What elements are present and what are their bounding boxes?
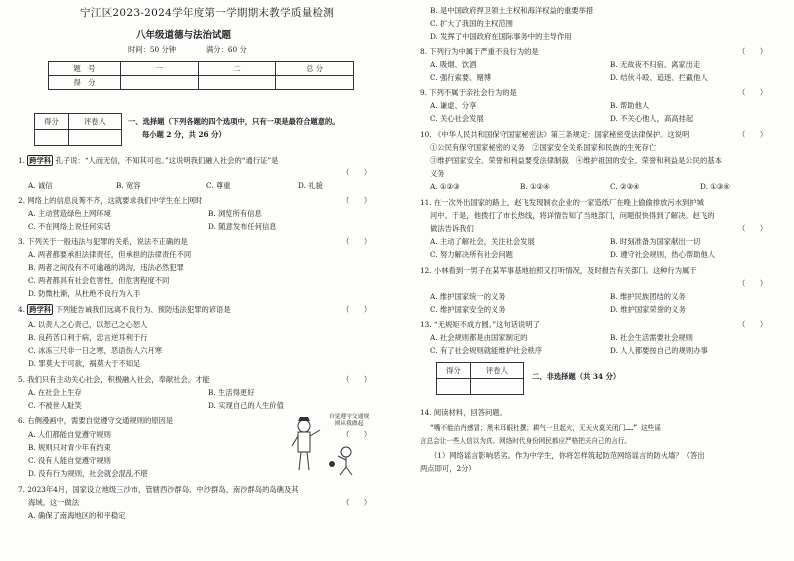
option-b[interactable]: B. ①②④: [520, 182, 550, 191]
option-d[interactable]: D. 结伙斗殴、追逐、拦截他人: [610, 73, 708, 82]
question-4: [18, 305, 231, 315]
option-c[interactable]: C. 不被世人耻笑: [28, 401, 82, 410]
score-cell[interactable]: [198, 76, 276, 90]
question-10-line-3: ③维护国家安全、荣誉和利益要受法律制裁 ④维护祖国的安全、荣誉和利益是公民的基本: [430, 156, 722, 165]
score-table-header: 一: [120, 62, 198, 76]
question-10-line-2: ①公民有保守国家秘密的义务 ②国家安全关系国家和民族的生死存亡: [430, 143, 657, 152]
question-14-part-1: （1）网络谣言影响恶劣。作为中学生，你将怎样筑起防范网络谣言的防火墙？（答出: [430, 451, 705, 460]
grader-name-label: 评卷人: [68, 114, 121, 130]
section-2-title: 二、非选择题（共 34 分）: [532, 372, 621, 381]
option-c[interactable]: C. 不在网络上说任何实话: [28, 222, 111, 231]
option-b[interactable]: B. 时刻准备为国家献出一切: [610, 237, 701, 246]
question-6: 6. 右侧漫画中，需要自觉遵守交通规则的原因是: [18, 416, 174, 425]
option-a[interactable]: A. 主动营造绿色上网环境: [28, 209, 111, 218]
option-d[interactable]: D. ①③④: [700, 182, 730, 191]
option-c[interactable]: C. 强行索要、赌博: [430, 73, 492, 82]
question-13: 13. “无规矩不成方圆。”这句话说明了: [420, 320, 540, 329]
question-11-line-1: 11. 在一次外出国家的路上，赵飞发现制衣企业的一家造纸厂在晚上偷偷排放污水到护城: [420, 198, 704, 207]
question-7-line-1: 7. 2023年4月，国家设立地级三沙市，管辖西沙群岛、中沙群岛、南沙群岛的岛礁及其: [18, 485, 299, 494]
exam-time: 时间：50 分钟: [128, 45, 177, 54]
score-cell[interactable]: [120, 76, 198, 90]
question-7-line-2: 海域。这一做法: [28, 498, 80, 507]
option-c[interactable]: C. 尊重: [206, 181, 231, 190]
question-number: 1.: [18, 156, 25, 165]
grader-box: [34, 113, 122, 146]
option-d[interactable]: D. 罪莫大于可欲，祸莫大于不知足: [28, 359, 141, 368]
option-b[interactable]: B. 社会生活需要社会规则: [610, 333, 693, 342]
option-b[interactable]: B. 是中国政府捍卫领土主权和海洋权益的重要举措: [430, 6, 594, 15]
score-table-header: 二: [198, 62, 276, 76]
grader-score-cell[interactable]: [437, 379, 471, 395]
question-14-quote: “嘴不能治肖感冒；黑未耳眼杜撰；耕气一旦起火，无天火莫关闭门……” 这些谣: [430, 424, 661, 432]
exam-title: 宁江区2023-2024学年度第一学期期末教学质量检测: [80, 7, 335, 19]
option-d[interactable]: D. 人人都要按自己的规则办事: [610, 346, 708, 355]
option-c[interactable]: C. 扩大了我国的主权范围: [430, 19, 513, 28]
answer-blank[interactable]: （ ）: [738, 224, 768, 233]
question-2: 2. 网络上的信息良莠不齐，这就要求我们中学生在上网时: [18, 196, 203, 205]
answer-area[interactable]: [420, 478, 776, 556]
question-10-line-1: 10. 《中华人民共和国保守国家秘密法》第三条规定：国家秘密受法律保护。这说明: [420, 130, 690, 139]
answer-blank[interactable]: （ ）: [342, 375, 372, 384]
option-d[interactable]: D. 没有行为规则，社会就会混乱不堪: [28, 469, 148, 478]
answer-blank[interactable]: （ ）: [342, 237, 372, 246]
traffic-cartoon: [284, 412, 370, 478]
question-11-line-3: 做法告诉我们: [430, 224, 474, 233]
option-c[interactable]: C. ②③④: [610, 182, 640, 191]
option-b[interactable]: B. 宽容: [116, 181, 141, 190]
question-8: 8. 下列行为中属于严重不良行为的是: [420, 47, 539, 56]
option-d[interactable]: D. 实现自己的人生价值: [208, 401, 284, 410]
option-a[interactable]: A. 以责人之心责己，以恕己之心恕人: [28, 320, 148, 329]
option-b[interactable]: B. 浏览所有信息: [208, 209, 262, 218]
question-10-line-4: 义务: [430, 169, 445, 178]
question-text: 下列能告诫我们远离不良行为、预防违法犯罪的谚语是: [55, 305, 231, 314]
option-c[interactable]: C. 维护国家安全的义务: [430, 305, 506, 314]
answer-blank[interactable]: （ ）: [342, 498, 372, 507]
section-1-title: 一、选择题（下列各题的四个选项中，只有一项是最符合题意的。: [128, 117, 340, 126]
question-number: 4.: [18, 305, 25, 314]
option-c[interactable]: C. 冰冻三尺非一日之寒，恶语伤人六月寒: [28, 346, 163, 355]
grader-score-cell[interactable]: [35, 130, 69, 146]
answer-blank[interactable]: （ ）: [738, 130, 768, 139]
question-3: 3. 下列关于一般违法与犯罪的关系，说法不正确的是: [18, 237, 188, 246]
answer-blank[interactable]: （ ）: [738, 88, 768, 97]
question-11-line-2: 河中。于是，他拨打了市长热线，将详情告知了当地部门，问题很快得到了解决。赵飞的: [430, 211, 715, 220]
option-c[interactable]: C. 没有人能自觉遵守规则: [28, 456, 111, 465]
score-table-header: 总 分: [276, 62, 354, 76]
option-b[interactable]: B. 维护民族团结的义务: [610, 292, 686, 301]
question-14-quote-2: 言总会让一些人信以为真。网络时代身份网民都应严格把关自己的言行。: [420, 437, 631, 445]
option-a[interactable]: A. 诚信: [28, 181, 53, 190]
grader-name-label: 评卷人: [470, 363, 523, 379]
section-1-subtitle: 每小题 2 分，共 26 分）: [142, 130, 226, 139]
question-text: 孔子说：“人而无信，不知其可也。”这说明我们融入社会的“通行证”是: [55, 156, 279, 165]
option-a[interactable]: A. 维护国家统一的义务: [430, 292, 506, 301]
score-table-header: 题 号: [49, 62, 121, 76]
question-14-title: 14. 阅读材料，回答问题。: [420, 408, 507, 417]
option-c[interactable]: C. 努力解决所有社会问题: [430, 250, 513, 259]
option-c[interactable]: C. 关心社会发展: [430, 114, 484, 123]
option-d[interactable]: D. 维护国家荣誉的义务: [610, 305, 686, 314]
option-c[interactable]: C. 有了社会规则就能维护社会秩序: [430, 346, 543, 355]
option-d[interactable]: D. 发挥了中国政府在国际事务中的主导作用: [430, 32, 572, 41]
question-5: 5. 我们只有主动关心社会，积极融入社会，奉献社会，才能: [18, 375, 210, 384]
option-a[interactable]: A. 主动了解社会，关注社会发展: [430, 237, 535, 246]
option-b[interactable]: B. 两者之间没有不可逾越的鸿沟，违法必然犯罪: [28, 263, 184, 272]
cross-subject-tag: 跨学科: [29, 305, 52, 314]
option-b[interactable]: B. 规则只对青少年有约束: [28, 443, 111, 452]
subject-title: 八年级道德与法治试题: [136, 30, 232, 41]
score-table: [48, 61, 354, 90]
score-cell[interactable]: [276, 76, 354, 90]
answer-blank[interactable]: （ ）: [738, 279, 768, 288]
score-row-label: 得 分: [49, 76, 121, 90]
option-d[interactable]: D. 随意发布任何信息: [208, 222, 277, 231]
answer-blank[interactable]: （ ）: [342, 305, 372, 314]
option-a[interactable]: A. 吸烟、饮酒: [430, 60, 477, 69]
question-1: [18, 156, 278, 166]
option-d[interactable]: D. 防微杜渐，从杜绝不良行为入手: [28, 289, 141, 298]
option-a[interactable]: A. ①②③: [430, 182, 460, 191]
question-9: 9. 下列不属于亲社会行为的是: [420, 88, 517, 97]
option-a[interactable]: A. 社会规则都是由国家制定的: [430, 333, 528, 342]
grader-name-cell[interactable]: [470, 379, 523, 395]
option-a[interactable]: A. 两者都要承担法律责任，但承担的法律责任不同: [28, 250, 192, 259]
option-b[interactable]: B. 生活得更好: [208, 388, 255, 397]
cartoon-caption: 自觉遵守交通规则从我做起: [328, 414, 370, 427]
answer-blank[interactable]: （ ）: [342, 196, 372, 205]
answer-blank[interactable]: （ ）: [342, 168, 372, 177]
option-d[interactable]: D. 不关心他人，高高挂起: [610, 114, 694, 123]
question-14-part-1-cont: 两点即可，2分）: [420, 464, 476, 473]
option-a[interactable]: A. 在社会上生存: [28, 388, 82, 397]
grader-score-label: 得分: [437, 363, 471, 379]
option-d[interactable]: D. 礼貌: [298, 181, 323, 190]
full-score: 满分：60 分: [206, 45, 247, 54]
option-d[interactable]: D. 遵守社会规则，热心帮助他人: [610, 250, 716, 259]
grader-score-label: 得分: [35, 114, 69, 130]
answer-blank[interactable]: （ ）: [342, 430, 372, 439]
option-a[interactable]: A. 人们都能自觉遵守规则: [28, 430, 111, 439]
option-b[interactable]: B. 帮助他人: [610, 101, 650, 110]
answer-blank[interactable]: （ ）: [738, 47, 768, 56]
answer-blank[interactable]: （ ）: [738, 320, 768, 329]
grader-name-cell[interactable]: [68, 130, 121, 146]
option-b[interactable]: B. 无故夜不归宿、离家出走: [610, 60, 701, 69]
option-b[interactable]: B. 良药苦口利于病，忠言逆耳利于行: [28, 333, 148, 342]
grader-box: [436, 362, 524, 395]
option-c[interactable]: C. 两者都具有社会危害性，但危害程度不同: [28, 276, 170, 285]
option-a[interactable]: A. 谦虚、分享: [430, 101, 477, 110]
cross-subject-tag: 跨学科: [29, 156, 52, 165]
option-a[interactable]: A. 确保了南海地区的和平稳定: [28, 511, 126, 520]
question-12: 12. 小林看到一男子在某军事基地拍照又打听情况，及时报告有关部门。这种行为属于: [420, 266, 697, 275]
